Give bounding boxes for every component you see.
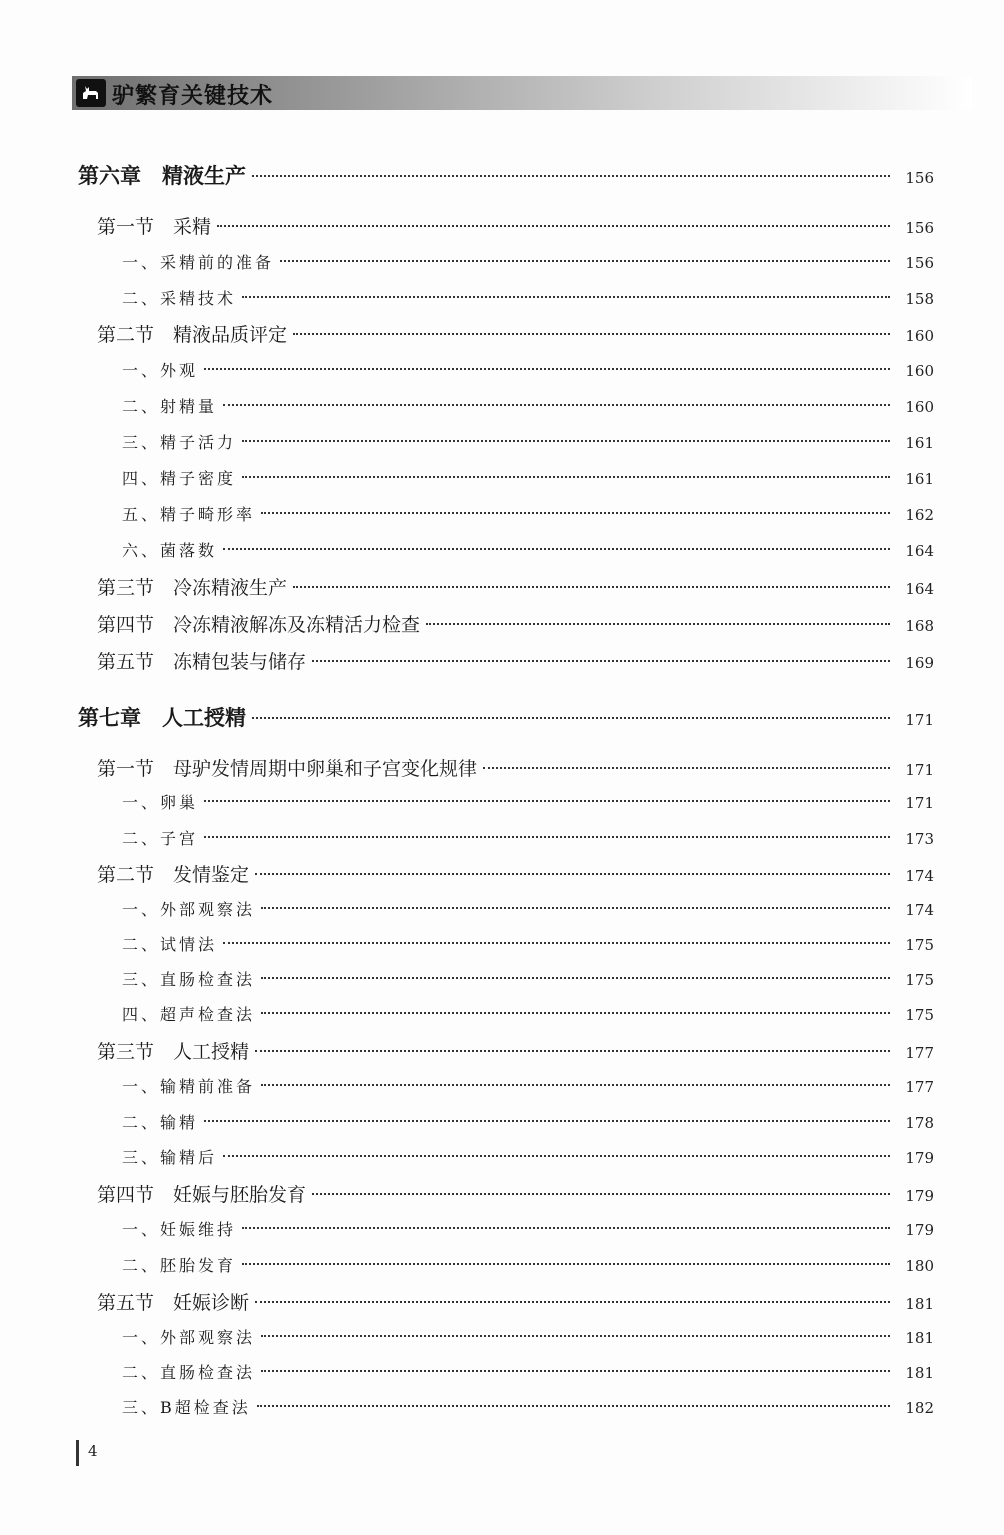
toc-section[interactable] xyxy=(97,1180,934,1207)
dot-leader xyxy=(261,1084,890,1086)
dot-leader xyxy=(223,1155,890,1157)
toc-page-number: 177 xyxy=(905,1044,934,1062)
toc-label: 第六章 精液生产 xyxy=(78,164,246,188)
toc-section[interactable] xyxy=(97,212,934,239)
toc-page-number: 182 xyxy=(905,1399,934,1417)
toc-label: 二、输精 xyxy=(122,1113,199,1132)
toc-label: 三、直肠检查法 xyxy=(122,970,256,989)
toc-label: 第七章 人工授精 xyxy=(78,706,246,730)
toc-label: 六、菌落数 xyxy=(122,541,218,560)
toc-item[interactable] xyxy=(122,897,934,920)
toc-page-number: 175 xyxy=(905,1006,934,1024)
toc-label: 第一节 母驴发情周期中卵巢和子宫变化规律 xyxy=(97,758,478,780)
toc-label: 四、超声检查法 xyxy=(122,1005,256,1024)
toc-item[interactable] xyxy=(122,358,934,381)
toc-page-number: 156 xyxy=(905,254,934,272)
toc-page-number: 174 xyxy=(905,901,934,919)
toc-page-number: 164 xyxy=(905,542,934,560)
dot-leader xyxy=(261,1335,890,1337)
dot-leader xyxy=(217,225,890,227)
toc-section[interactable] xyxy=(97,573,934,600)
dot-leader xyxy=(204,836,890,838)
toc-label: 第一节 采精 xyxy=(97,216,212,238)
dot-leader xyxy=(252,717,890,719)
dot-leader xyxy=(426,623,890,625)
toc-item[interactable] xyxy=(122,502,934,525)
toc-label: 三、精子活力 xyxy=(122,433,237,452)
toc-item[interactable] xyxy=(122,1074,934,1097)
toc-item[interactable] xyxy=(122,1145,934,1168)
toc-label: 第二节 发情鉴定 xyxy=(97,864,250,886)
toc-label: 第三节 人工授精 xyxy=(97,1041,250,1063)
dot-leader xyxy=(312,660,890,662)
toc-item[interactable] xyxy=(122,1253,934,1276)
toc-page-number: 173 xyxy=(905,830,934,848)
dot-leader xyxy=(261,977,890,979)
dot-leader xyxy=(242,440,890,442)
dot-leader xyxy=(204,800,890,802)
toc-label: 五、精子畸形率 xyxy=(122,505,256,524)
dot-leader xyxy=(255,1301,890,1303)
toc-item[interactable] xyxy=(122,286,934,309)
toc-label: 一、卵巢 xyxy=(122,793,199,812)
toc-label: 一、采精前的准备 xyxy=(122,253,275,272)
toc-item[interactable] xyxy=(122,1360,934,1383)
toc-label: 第二节 精液品质评定 xyxy=(97,324,288,346)
toc-item[interactable] xyxy=(122,466,934,489)
toc-page-number: 161 xyxy=(905,470,934,488)
toc-label: 第四节 冷冻精液解冻及冻精活力检查 xyxy=(97,614,421,636)
toc-page-number: 175 xyxy=(905,936,934,954)
dot-leader xyxy=(242,1263,890,1265)
toc-page-number: 160 xyxy=(905,327,934,345)
toc-label: 第五节 冻精包装与储存 xyxy=(97,651,307,673)
toc-section[interactable] xyxy=(97,860,934,887)
dot-leader xyxy=(261,1370,890,1372)
toc-label: 三、输精后 xyxy=(122,1148,218,1167)
toc-page-number: 156 xyxy=(905,169,934,187)
dot-leader xyxy=(261,1012,890,1014)
toc-item[interactable] xyxy=(122,1325,934,1348)
toc-item[interactable] xyxy=(122,1110,934,1133)
dot-leader xyxy=(223,548,890,550)
toc-page-number: 162 xyxy=(905,506,934,524)
toc-label: 一、输精前准备 xyxy=(122,1077,256,1096)
toc-item[interactable] xyxy=(122,394,934,417)
toc-page-number: 171 xyxy=(905,711,934,729)
toc-label: 三、B超检查法 xyxy=(122,1398,251,1417)
dot-leader xyxy=(312,1193,890,1195)
toc-item[interactable] xyxy=(122,1395,934,1418)
toc-section[interactable] xyxy=(97,1037,934,1064)
toc-label: 第三节 冷冻精液生产 xyxy=(97,577,288,599)
toc-page-number: 179 xyxy=(905,1221,934,1239)
toc-page-number: 168 xyxy=(905,617,934,635)
footer-rule xyxy=(76,1440,79,1466)
toc-page-number: 178 xyxy=(905,1114,934,1132)
toc-chapter[interactable] xyxy=(78,160,934,190)
toc-item[interactable] xyxy=(122,1217,934,1240)
dot-leader xyxy=(280,260,890,262)
dot-leader xyxy=(293,333,890,335)
toc-section[interactable] xyxy=(97,754,934,781)
toc-page-number: 156 xyxy=(905,219,934,237)
toc-page-number: 174 xyxy=(905,867,934,885)
dot-leader xyxy=(204,1120,890,1122)
dot-leader xyxy=(252,175,890,177)
toc-label: 一、妊娠维持 xyxy=(122,1220,237,1239)
toc-item[interactable] xyxy=(122,250,934,273)
dot-leader xyxy=(223,942,890,944)
toc-label: 二、子宫 xyxy=(122,829,199,848)
toc-label: 四、精子密度 xyxy=(122,469,237,488)
dot-leader xyxy=(242,1227,890,1229)
toc-page-number: 181 xyxy=(905,1364,934,1382)
toc-page-number: 181 xyxy=(905,1329,934,1347)
dot-leader xyxy=(223,404,890,406)
toc-section[interactable] xyxy=(97,647,934,674)
dot-leader xyxy=(261,907,890,909)
toc-section[interactable] xyxy=(97,610,934,637)
toc-section[interactable] xyxy=(97,320,934,347)
toc-label: 第五节 妊娠诊断 xyxy=(97,1292,250,1314)
toc-label: 一、外部观察法 xyxy=(122,900,256,919)
running-header-title: 驴繁育关键技术 xyxy=(112,84,274,109)
dot-leader xyxy=(255,1050,890,1052)
toc-label: 一、外观 xyxy=(122,361,199,380)
toc-page-number: 171 xyxy=(905,761,934,779)
dot-leader xyxy=(483,767,890,769)
toc-page-number: 175 xyxy=(905,971,934,989)
toc-chapter[interactable] xyxy=(78,702,934,732)
toc-label: 第四节 妊娠与胚胎发育 xyxy=(97,1184,307,1206)
dot-leader xyxy=(242,476,890,478)
toc-item[interactable] xyxy=(122,430,934,453)
toc-label: 二、射精量 xyxy=(122,397,218,416)
toc-page-number: 160 xyxy=(905,362,934,380)
dot-leader xyxy=(242,296,890,298)
toc-item[interactable] xyxy=(122,538,934,561)
toc-page-number: 164 xyxy=(905,580,934,598)
toc-page-number: 161 xyxy=(905,434,934,452)
toc-item[interactable] xyxy=(122,1002,934,1025)
toc-label: 二、采精技术 xyxy=(122,289,237,308)
toc-page-number: 177 xyxy=(905,1078,934,1096)
toc-page-number: 171 xyxy=(905,794,934,812)
toc-item[interactable] xyxy=(122,826,934,849)
dot-leader xyxy=(261,512,890,514)
toc-page-number: 179 xyxy=(905,1187,934,1205)
folio-page-number: 4 xyxy=(88,1442,98,1460)
toc-label: 二、直肠检查法 xyxy=(122,1363,256,1382)
toc-item[interactable] xyxy=(122,967,934,990)
toc-page-number: 180 xyxy=(905,1257,934,1275)
toc-page-number: 169 xyxy=(905,654,934,672)
dot-leader xyxy=(255,873,890,875)
toc-label: 二、试情法 xyxy=(122,935,218,954)
toc-label: 二、胚胎发育 xyxy=(122,1256,237,1275)
toc-page-number: 179 xyxy=(905,1149,934,1167)
dot-leader xyxy=(204,368,890,370)
toc-item[interactable] xyxy=(122,790,934,813)
toc-page-number: 181 xyxy=(905,1295,934,1313)
dot-leader xyxy=(257,1405,890,1407)
toc-page-number: 160 xyxy=(905,398,934,416)
dot-leader xyxy=(293,586,890,588)
toc-page-number: 158 xyxy=(905,290,934,308)
toc-item[interactable] xyxy=(122,932,934,955)
toc-label: 一、外部观察法 xyxy=(122,1328,256,1347)
toc-section[interactable] xyxy=(97,1288,934,1315)
